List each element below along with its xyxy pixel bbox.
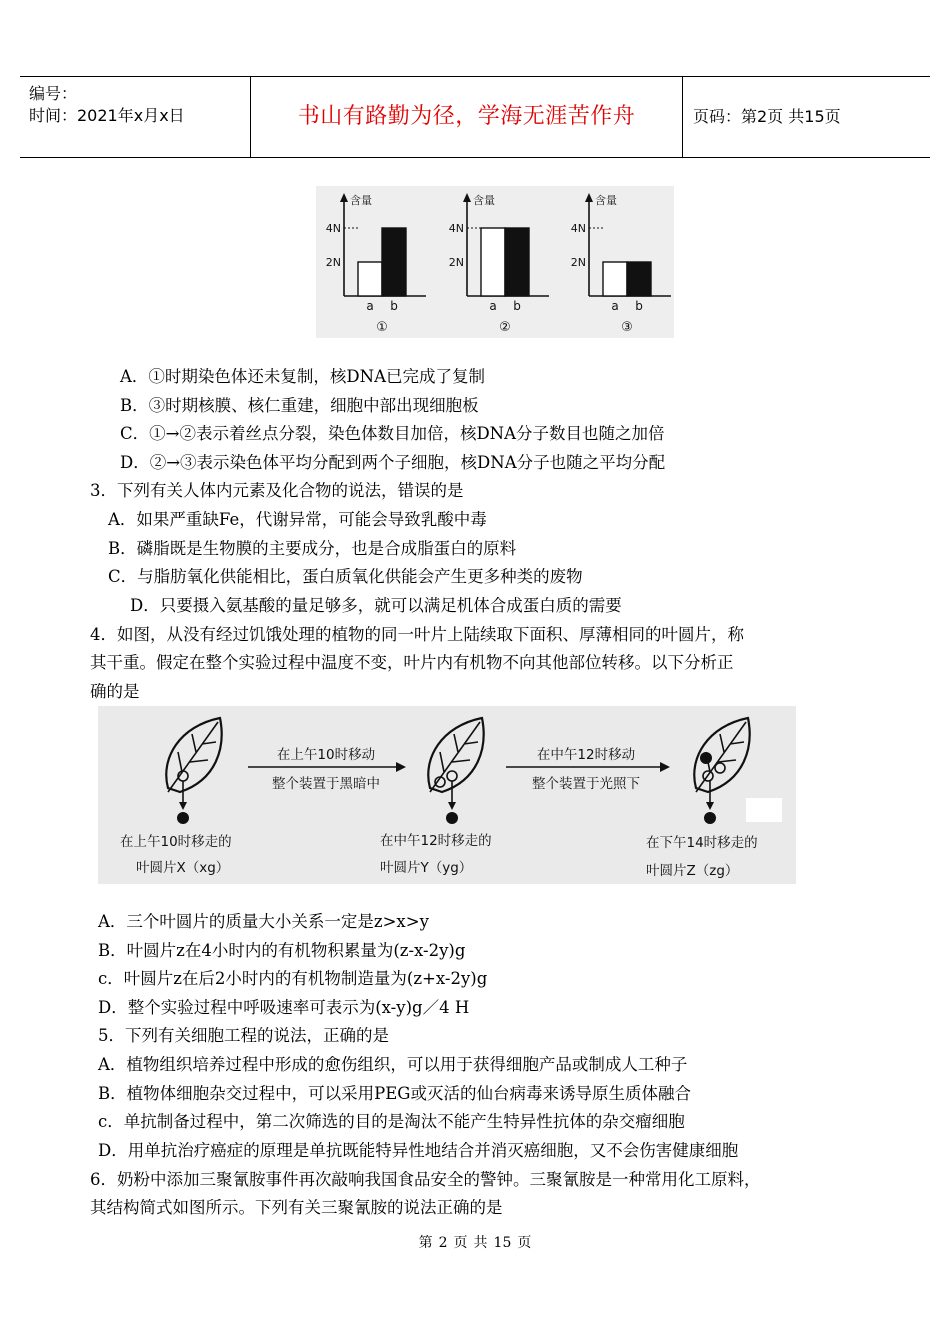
footer-gong: 共: [473, 1235, 488, 1251]
panel-2-tick-4n: 4N: [448, 222, 464, 235]
panel-2-bar-a: [481, 228, 505, 296]
number-label: 编号：: [29, 84, 78, 103]
q5-option-a: A．植物组织培养过程中形成的愈伤组织，可以用于获得细胞产品或制成人工种子: [98, 1055, 688, 1074]
q2-option-b: B．③时期核膜、核仁重建，细胞中部出现细胞板: [120, 396, 479, 415]
q4-option-b: B．叶圆片z在4小时内的有机物积累量为(z-x-2y)g: [98, 941, 466, 960]
bar-chart-figure: [316, 186, 674, 338]
q4-option-d: D．整个实验过程中呼吸速率可表示为(x-y)g／4 H: [98, 998, 470, 1017]
panel-1-tick-4n: 4N: [325, 222, 341, 235]
motto: 书山有路勤为径，学海无涯苦作舟: [251, 77, 683, 157]
panel-3-y-label: 含量: [595, 194, 617, 207]
leaf-experiment-figure: [98, 706, 796, 884]
footer-ye-2: 页: [517, 1235, 532, 1251]
white-patch: [746, 798, 782, 822]
footer-ye: 页: [453, 1235, 468, 1251]
panel-2-number: ②: [499, 320, 511, 335]
panel-3-xlabel-b: b: [635, 299, 643, 313]
q3-option-d: D．只要摄入氨基酸的量足够多，就可以满足机体合成蛋白质的需要: [130, 596, 622, 615]
footer-di: 第: [418, 1235, 433, 1251]
q4-option-c: c．叶圆片z在后2小时内的有机物制造量为(z+x-2y)g: [98, 969, 488, 988]
panel-1-number: ①: [376, 320, 388, 335]
q3-option-a: A．如果严重缺Fe，代谢异常，可能会导致乳酸中毒: [108, 510, 487, 529]
panel-1-xlabel-a: a: [366, 299, 374, 313]
panel-1-tick-2n: 2N: [325, 256, 341, 269]
q5-option-b: B．植物体细胞杂交过程中，可以采用PEG或灭活的仙台病毒来诱导原生质体融合: [98, 1084, 691, 1103]
panel-2-xlabel-b: b: [513, 299, 521, 313]
arrow-1-top-label: 在上午10时移动: [276, 747, 376, 763]
figure-background: [98, 706, 796, 884]
q4-option-a: A．三个叶圆片的质量大小关系一定是z>x>y: [98, 912, 429, 931]
leaf-2-caption-line-2: 叶圆片Y（yg）: [380, 860, 473, 876]
q3-option-c: C．与脂肪氧化供能相比，蛋白质氧化供能会产生更多种类的废物: [108, 567, 583, 586]
panel-3-number: ③: [621, 320, 633, 335]
header-meta: [20, 77, 251, 157]
arrow-2-bottom-label: 整个装置于光照下: [532, 776, 640, 792]
footer-page-number: 2: [438, 1235, 448, 1251]
q4-stem-line-1: 4．如图，从没有经过饥饿处理的植物的同一叶片上陆续取下面积、厚薄相同的叶圆片，称: [90, 625, 744, 644]
leaf-3-dark-spot: [700, 752, 712, 764]
q4-stem-line-3: 确的是: [90, 682, 140, 701]
page-header: [20, 76, 930, 158]
q2-option-d: D．②→③表示染色体平均分配到两个子细胞，核DNA分子也随之平均分配: [120, 453, 666, 472]
leaf-3-caption-line-2: 叶圆片Z（zg）: [646, 863, 739, 879]
leaf-2-caption-line-1: 在中午12时移走的: [380, 833, 492, 849]
page-footer: [0, 1232, 950, 1252]
q6-stem-line-2: 其结构简式如图所示。下列有关三聚氰胺的说法正确的是: [90, 1198, 503, 1217]
panel-1-bar-a: [358, 262, 382, 296]
q4-stem-line-2: 其干重。假定在整个实验过程中温度不变，叶片内有机物不向其他部位转移。以下分析正: [90, 653, 734, 672]
panel-1-bar-b: [382, 228, 406, 296]
q2-option-c: C．①→②表示着丝点分裂，染色体数目加倍，核DNA分子数目也随之加倍: [120, 424, 665, 443]
panel-1-y-label: 含量: [350, 194, 372, 207]
panel-3-tick-2n: 2N: [570, 256, 586, 269]
leaf-1-disc-x: [177, 812, 189, 824]
leaf-3-disc-z: [704, 812, 716, 824]
q3-option-b: B．磷脂既是生物膜的主要成分，也是合成脂蛋白的原料: [108, 539, 517, 558]
panel-2-y-label: 含量: [473, 194, 495, 207]
time-label: 时间：2021年x月x日: [29, 106, 185, 125]
leaf-1-caption-line-2: 叶圆片X（xg）: [136, 860, 230, 876]
panel-2-bar-b: [505, 228, 529, 296]
leaf-3-caption-line-1: 在下午14时移走的: [646, 835, 758, 851]
leaf-2-disc-y: [446, 812, 458, 824]
panel-3-bar-a: [603, 262, 627, 296]
q5-option-c: c．单抗制备过程中，第二次筛选的目的是淘汰不能产生特异性抗体的杂交瘤细胞: [98, 1112, 685, 1131]
arrow-2-top-label: 在中午12时移动: [536, 747, 636, 763]
q2-option-a: A．①时期染色体还未复制，核DNA已完成了复制: [120, 367, 485, 386]
q5-stem: 5．下列有关细胞工程的说法，正确的是: [98, 1026, 389, 1045]
arrow-1-bottom-label: 整个装置于黑暗中: [272, 776, 380, 792]
panel-3-bar-b: [627, 262, 651, 296]
panel-3-xlabel-a: a: [611, 299, 619, 313]
panel-2-tick-2n: 2N: [448, 256, 464, 269]
panel-2-xlabel-a: a: [489, 299, 497, 313]
q3-stem: 3．下列有关人体内元素及化合物的说法，错误的是: [90, 481, 464, 500]
q5-option-d: D．用单抗治疗癌症的原理是单抗既能特异性地结合并消灭癌细胞，又不会伤害健康细胞: [98, 1141, 739, 1160]
footer-total: 15: [493, 1235, 512, 1251]
leaf-1-caption-line-1: 在上午10时移走的: [120, 834, 232, 850]
q6-stem-line-1: 6．奶粉中添加三聚氰胺事件再次敲响我国食品安全的警钟。三聚氰胺是一种常用化工原料，: [90, 1170, 761, 1189]
panel-3-tick-4n: 4N: [570, 222, 586, 235]
panel-1-xlabel-b: b: [390, 299, 398, 313]
page-label: 页码：第2页 共15页: [693, 107, 841, 126]
